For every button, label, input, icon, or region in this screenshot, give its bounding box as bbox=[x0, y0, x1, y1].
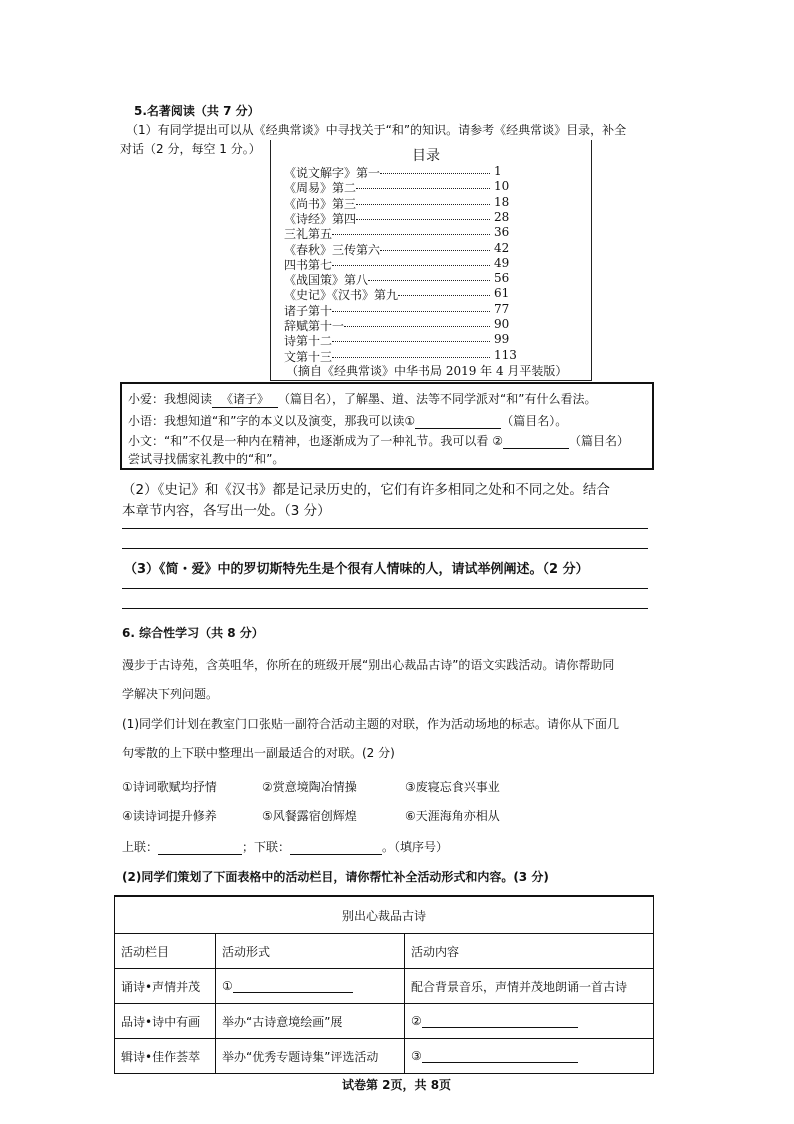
option-4: ④读诗词提升修养 bbox=[122, 809, 217, 823]
toc-entry-page: 56 bbox=[494, 271, 510, 286]
toc-leader-dots bbox=[344, 326, 490, 327]
toc-entry-title: 《说文解字》第一 bbox=[284, 166, 381, 180]
toc-entry-page: 90 bbox=[494, 317, 510, 331]
option-2: ②赏意境陶冶情操 bbox=[262, 780, 357, 794]
option-5: ⑤风餐露宿创辉煌 bbox=[262, 809, 357, 823]
toc-leader-dots bbox=[356, 219, 490, 220]
dialog-speaker-xiaoai: 小爱：我想阅读 bbox=[128, 392, 213, 406]
toc-entry-title: 《史记》《汉书》第九 bbox=[284, 288, 399, 303]
toc-entry-title: 《尚书》第三 bbox=[284, 196, 357, 211]
toc-source: （摘自《经典常谈》中华书局 2019 年 4 月平装版） bbox=[286, 364, 568, 378]
dialog-speaker-xiaoyu: 小语：我想知道“和”字的本义以及演变，那我可以读① bbox=[128, 414, 416, 428]
toc-leader-dots bbox=[356, 204, 490, 205]
dialog-line-1-rest: （篇目名），了解墨、道、法等不同学派对“和”有什么看法。 bbox=[278, 392, 597, 406]
blank-marker-2: ② bbox=[411, 1014, 422, 1028]
table-row bbox=[115, 1039, 654, 1074]
table-cell: 举办“古诗意境绘画”展 bbox=[216, 1004, 405, 1039]
option-1: ①诗词歌赋均抒情 bbox=[122, 780, 217, 794]
couplet-fill bbox=[122, 838, 448, 855]
dialog-line-4: 尝试寻找儒家礼教中的“和”。 bbox=[128, 452, 285, 466]
fill-lower-blank[interactable] bbox=[290, 854, 382, 855]
dialog-line-2 bbox=[128, 412, 567, 429]
table-row bbox=[115, 969, 654, 1004]
toc-entry-page: 42 bbox=[494, 240, 510, 255]
q6-intro-line2: 学解决下列问题。 bbox=[122, 687, 219, 701]
toc-entry-page: 36 bbox=[494, 225, 510, 240]
fill-upper-label: 上联： bbox=[122, 840, 159, 854]
toc-entry-page: 99 bbox=[494, 332, 510, 347]
toc-entry-page: 77 bbox=[494, 301, 510, 316]
table-header: 活动形式 bbox=[216, 934, 405, 969]
blank-marker-3: ③ bbox=[411, 1049, 422, 1063]
toc-leader-dots bbox=[398, 295, 490, 296]
blank-2[interactable] bbox=[503, 448, 569, 449]
toc-leader-dots bbox=[368, 280, 490, 281]
table-row bbox=[115, 1004, 654, 1039]
answer-line-q5-3b[interactable] bbox=[122, 608, 648, 609]
fill-lower-label: ；下联： bbox=[242, 840, 291, 854]
blank-line-2[interactable] bbox=[422, 1027, 578, 1028]
toc-entry-page: 18 bbox=[494, 194, 510, 209]
page-footer: 试卷第 2页，共 8页 bbox=[342, 1078, 452, 1092]
q6-heading: 6. 综合性学习（共 8 分） bbox=[122, 626, 264, 640]
toc-entry-title: 三礼第五 bbox=[284, 227, 333, 242]
answer-line-q5-3a[interactable] bbox=[122, 588, 648, 589]
toc-leader-dots bbox=[332, 265, 490, 266]
blank-1[interactable] bbox=[415, 428, 501, 429]
toc-entry-title: 《春秋》三传第六 bbox=[284, 242, 381, 257]
dialog-line-3-rest: （篇目名） bbox=[569, 434, 630, 448]
q6-p1-line1: (1)同学们计划在教室门口张贴一副符合活动主题的对联，作为活动场地的标志。请你从下面几 bbox=[122, 717, 620, 731]
fill-hint: 。（填序号） bbox=[382, 840, 449, 854]
dialog-line-3 bbox=[128, 432, 629, 449]
toc-entry-page: 61 bbox=[494, 286, 510, 301]
toc-entry-page: 10 bbox=[494, 179, 510, 194]
toc-entry-title: 文第十三 bbox=[284, 349, 333, 364]
activity-table bbox=[114, 895, 654, 1074]
table-cell-blank-3[interactable] bbox=[405, 1039, 654, 1074]
toc-entry-page: 1 bbox=[494, 164, 502, 178]
toc-entry-page: 28 bbox=[494, 209, 510, 224]
q5-p1-line2: 对话（2 分，每空 1 分。） bbox=[120, 142, 261, 156]
answer-line-q5-2b[interactable] bbox=[122, 548, 648, 549]
q6-p1-line2: 句零散的上下联中整理出一副最适合的对联。(2 分) bbox=[122, 746, 395, 760]
toc-leader-dots bbox=[380, 173, 490, 174]
table-cell: 配合背景音乐，声情并茂地朗诵一首古诗 bbox=[405, 969, 654, 1004]
dialog-box bbox=[120, 382, 654, 470]
toc-title: 目录 bbox=[412, 148, 440, 164]
toc-entry-title: 诸子第十 bbox=[284, 303, 333, 318]
toc-leader-dots bbox=[356, 188, 490, 189]
toc-entry-title: 《诗经》第四 bbox=[284, 211, 357, 226]
q5-p3: （3）《简・爱》中的罗切斯特先生是个很有人情味的人，请试举例阐述。（2 分） bbox=[124, 562, 589, 577]
toc-leader-dots bbox=[332, 341, 490, 342]
table-cell-blank-1[interactable] bbox=[216, 969, 405, 1004]
table-cell: 举办“优秀专题诗集”评选活动 bbox=[216, 1039, 405, 1074]
q5-p2-line1: （2）《史记》和《汉书》都是记录历史的，它们有许多相同之处和不同之处。结合 bbox=[122, 482, 610, 498]
toc-entry-page: 113 bbox=[494, 347, 517, 362]
q6-intro-line1: 漫步于古诗苑，含英咀华，你所在的班级开展“别出心裁品古诗”的语文实践活动。请你帮助同 bbox=[122, 658, 615, 672]
q5-p1-line1: （1）有同学提出可以从《经典常谈》中寻找关于“和”的知识。请参考《经典常谈》目录，补全 bbox=[126, 123, 627, 137]
table-cell: 诵诗•声情并茂 bbox=[115, 969, 216, 1004]
table-cell: 辑诗•佳作荟萃 bbox=[115, 1039, 216, 1074]
toc-entry-title: 四书第七 bbox=[284, 257, 333, 272]
q5-p2-line2: 本章节内容，各写出一处。（3 分） bbox=[122, 503, 331, 519]
toc-entry-title: 诗第十二 bbox=[284, 334, 333, 349]
table-title: 别出心裁品古诗 bbox=[115, 896, 654, 934]
table-cell: 品诗•诗中有画 bbox=[115, 1004, 216, 1039]
blank-line-1[interactable] bbox=[233, 992, 353, 993]
blank-line-3[interactable] bbox=[422, 1062, 578, 1063]
option-6: ⑥天涯海角亦相从 bbox=[405, 809, 500, 823]
toc-entry-title: 《战国策》第八 bbox=[284, 273, 369, 288]
fill-upper-blank[interactable] bbox=[158, 854, 242, 855]
table-header: 活动栏目 bbox=[115, 934, 216, 969]
dialog-answer-zhuzi: 《诸子》 bbox=[212, 390, 278, 408]
blank-marker-1: ① bbox=[222, 979, 233, 993]
toc-leader-dots bbox=[332, 357, 490, 358]
dialog-speaker-xiaowen: 小文：“和”不仅是一种内在精神，也逐渐成为了一种礼节。我可以看 ② bbox=[128, 434, 504, 448]
toc-leader-dots bbox=[332, 311, 490, 312]
q6-p2: (2)同学们策划了下面表格中的活动栏目，请你帮忙补全活动形式和内容。(3 分) bbox=[122, 870, 549, 884]
table-header: 活动内容 bbox=[405, 934, 654, 969]
answer-line-q5-2a[interactable] bbox=[122, 528, 648, 529]
toc-entry-page: 49 bbox=[494, 255, 510, 270]
toc-entry-title: 《周易》第二 bbox=[284, 181, 357, 196]
toc-leader-dots bbox=[380, 250, 490, 251]
option-3: ③废寝忘食兴事业 bbox=[405, 780, 500, 794]
toc-leader-dots bbox=[332, 234, 490, 235]
toc-entry-title: 辞赋第十一 bbox=[284, 319, 345, 333]
dialog-line-2-rest: （篇目名）。 bbox=[501, 414, 568, 428]
table-cell-blank-2[interactable] bbox=[405, 1004, 654, 1039]
q5-heading: 5.名著阅读（共 7 分） bbox=[134, 104, 260, 118]
dialog-line-1 bbox=[128, 390, 596, 408]
